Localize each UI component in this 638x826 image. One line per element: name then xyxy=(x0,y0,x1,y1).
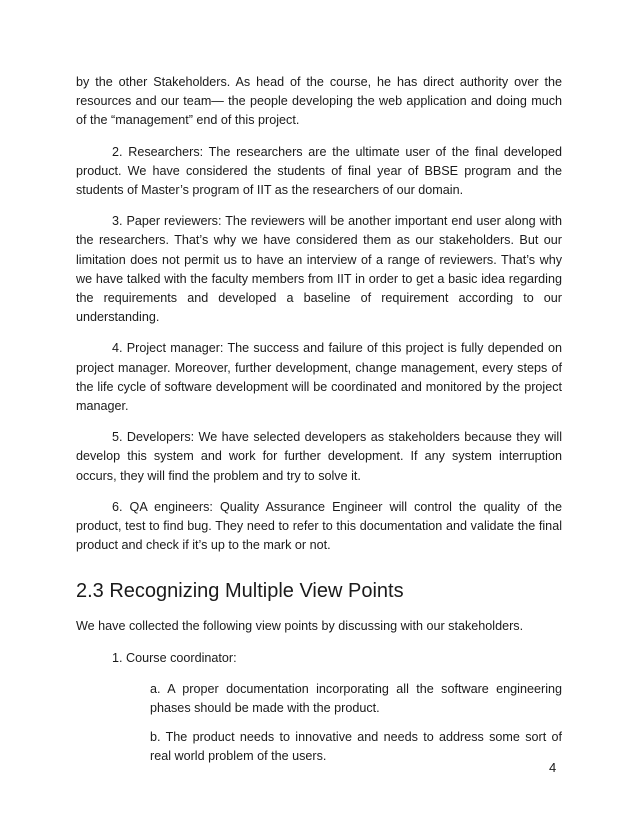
paragraph-paper-reviewers: 3. Paper reviewers: The reviewers will be another important end user along with the researchers. That’s why we have considered them as our stakeholders. But our limitation does not permit us to have an interview of a range of reviewers. That’s why we have talked with the faculty members from IIT in order to get a basic idea regarding the requirements and developed a baseline of requirement according to our understanding. xyxy=(76,214,562,325)
sub-item-a: a. A proper documentation incorporating all the software engineering phases should be made with the product. xyxy=(150,681,562,716)
page-content xyxy=(76,73,562,777)
paragraph-developers: 5. Developers: We have selected developers as stakeholders because they will develop this system and work for further development. If any system interruption occurs, they will find the problem and try to solve it. xyxy=(76,430,562,483)
sub-item-b: b. The product needs to innovative and needs to address some sort of real world problem of the users. xyxy=(150,730,562,764)
page-number: 4 xyxy=(549,760,557,775)
section-heading: 2.3 Recognizing Multiple View Points xyxy=(76,580,404,603)
paragraph-qa-engineers: 6. QA engineers: Quality Assurance Engineer will control the quality of the product, test to find bug. They need to refer to this documentation and validate the final product and check if it’s up to the mark or not. xyxy=(76,499,562,553)
paragraph-project-manager: 4. Project manager: The success and failure of this project is fully depended on project manager. Moreover, further development, change management, every steps of the life cycle of software development will be coordinated and monitored by the project manager. xyxy=(76,341,562,414)
paragraph-stakeholders-continued: by the other Stakeholders. As head of the course, he has direct authority over the resources and our team— the people developing the web application and doing much of the “management” end of this project. xyxy=(76,75,562,128)
list-item-course-coordinator: 1. Course coordinator: xyxy=(112,650,237,665)
paragraph-researchers: 2. Researchers: The researchers are the ultimate user of the final developed product. We have considered the students of final year of BBSE program and the students of Master’s program of IIT as the researchers of our domain. xyxy=(76,144,562,198)
section-intro: We have collected the following view points by discussing with our stakeholders. xyxy=(76,619,524,634)
